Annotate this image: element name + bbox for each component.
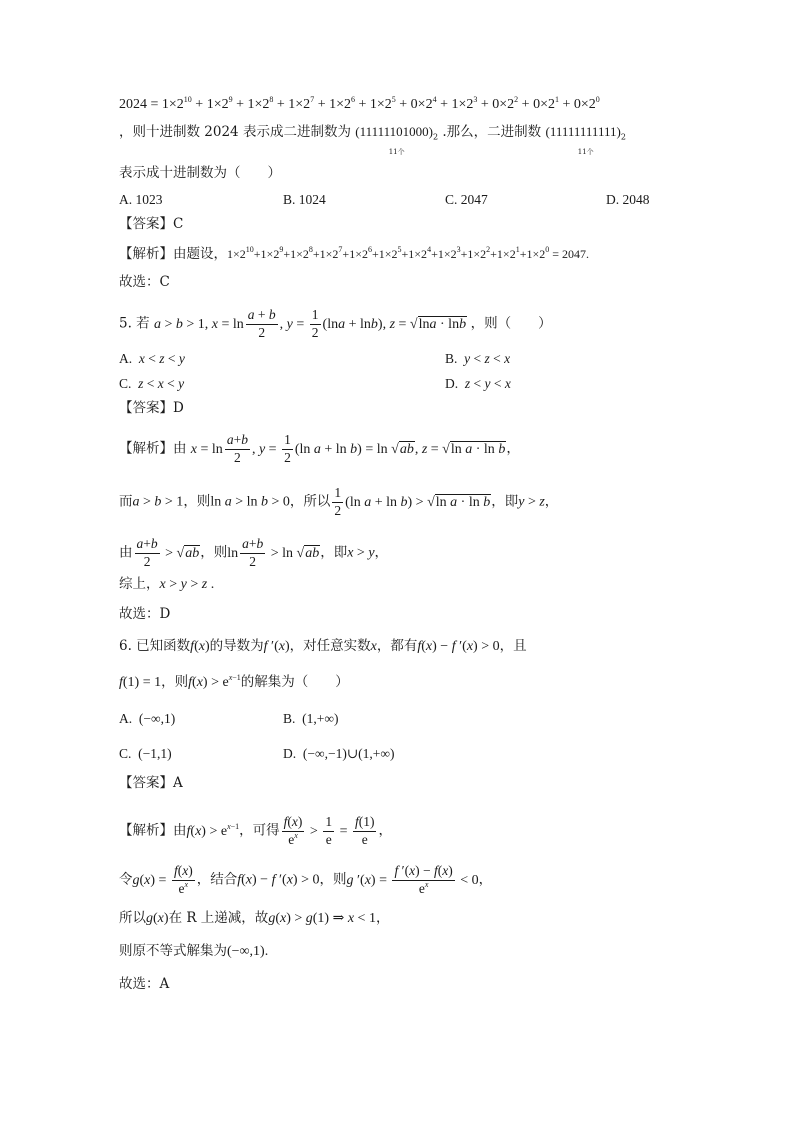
q6-fprime: f ′(x) <box>263 639 290 654</box>
q4-answer: 【答案】C <box>119 216 184 232</box>
q4-analysis-label: 【解析】由题设， <box>119 246 227 262</box>
q6-get: ，可得 <box>239 822 280 839</box>
q5-summary-math: x > y > z . <box>159 577 215 592</box>
q4-choose: 故选：C <box>119 274 170 290</box>
q6-analysis-label: 【解析】由 <box>119 822 187 839</box>
q5-summary-label: 综上， <box>119 576 160 592</box>
q5-option-c-label: C. <box>119 376 132 391</box>
q6-gprime: g ′(x) = $\frac{f '(x) - f(x)}{e^x}$ < 0 <box>346 863 479 896</box>
q6-option-c-label: C. <box>119 746 132 761</box>
q4-stem-tail: 表示成十进制数为（ ） <box>119 165 281 181</box>
q5-and-label: 而 <box>119 493 133 510</box>
q4-bin2: (11111111111) <box>545 124 621 139</box>
q5-analysis-label: 【解析】由 <box>119 440 187 457</box>
q5-analysis-line1: 【解析】由 x = ln $\frac{a+b}{2}$ , y = $\frac{1}{2}$ (ln a + ln b) = ln √ab, z = √ln a · ln b， <box>119 432 520 465</box>
q5-by: 由 <box>119 544 133 561</box>
q6-stem1b: 的导数为 <box>209 638 264 654</box>
q4-bin2-sub: 2 <box>620 132 626 142</box>
q4-option-d: D. 2048 <box>606 192 650 207</box>
q5-stem <box>119 308 552 341</box>
q6-cond: f(x) − f ′(x) > 0 <box>417 639 500 654</box>
q4-bin2-under: 11个 <box>577 148 594 156</box>
q4-binary-expansion: $2024 = 1\times 2^{10} + 1\times 2^9 + 1\times 2^8 + 1\times 2^7 + 1\times 2^6 + 1\times 2^5 + 0\times 2^4 + 1\times 2^3 + 0\times 2^2 + 0\times 2^1 + 0\times 2^0$ <box>119 95 600 112</box>
q5-option-b: B. y < z < x <box>445 351 511 366</box>
q5-math2d: y > z <box>518 494 545 510</box>
q5-math2c: $\frac{1}{2}$ (ln a + ln b) > √ln a · ln b <box>334 485 491 518</box>
q6-x: x <box>370 639 377 654</box>
q6-g: g(x) = $\frac{f(x)}{e^x}$ <box>132 863 193 896</box>
q6-stem1: 6. 已知函数 <box>119 638 191 654</box>
q5-analysis-line2: 而a > b > 1，则ln a > ln b > 0，所以 $\frac{1}{2}$ (ln a + ln b) > √ln a · ln b，即y > z， <box>119 485 559 518</box>
q6-analysis-line3: 所以g(x)在 R 上递减，故g(x) > g(1) ⇒ x < 1， <box>119 910 390 926</box>
q6-option-d-label: D. <box>283 746 297 761</box>
q6-option-c: C. (−1,1) <box>119 746 172 761</box>
q6-a1: $f(x) > e^{x-1}$ <box>186 821 240 839</box>
q4-binary-number-1 <box>355 124 439 156</box>
q5-analysis-math1: x = ln $\frac{a+b}{2}$ , y = $\frac{1}{2}$ (ln a + ln b) = ln √ab, z = √ln a · ln b <box>190 432 506 465</box>
q6-stem1c: ，对任意实数 <box>289 638 371 654</box>
q5-ie-2: ，即 <box>320 544 348 561</box>
q4-bin1-under: 11个 <box>388 148 405 156</box>
q6-ineq: $f(x) > e^{x-1}$ <box>188 673 241 690</box>
q6-option-a: A. (−∞,1) <box>119 711 176 726</box>
q6-gx: g(x) <box>146 911 169 926</box>
q4-text2: .那么，二进制数 <box>442 124 542 140</box>
q6-solset-math: (−∞,1). <box>227 944 269 959</box>
q6-impl: g(x) > g(1) ⇒ x < 1 <box>268 911 376 926</box>
q6-option-a-label: A. <box>119 711 133 726</box>
q4-bin1: (11111101000) <box>355 124 433 139</box>
q5-choose: 故选：D <box>119 606 171 622</box>
q6-solset-label: 则原不等式解集为 <box>119 943 227 959</box>
q6-answer: 【答案】A <box>119 775 183 791</box>
q5-summary <box>119 578 214 592</box>
q6-a2: $\frac{f(x)}{e^x}$ > $\frac{1}{e}$ = $\frac{f(1)}{e}$ <box>283 814 375 847</box>
q6-choose: 故选：A <box>119 976 170 992</box>
q5-ie: ，即 <box>491 493 519 510</box>
q5-math3c: x > y <box>347 545 375 561</box>
q6-cond2: f(x) − f ′(x) > 0 <box>237 872 320 888</box>
q6-stem2c: 的解集为（ ） <box>240 674 349 690</box>
q6-stem2b: ，则 <box>161 674 189 690</box>
q4-stem-line <box>119 124 626 156</box>
q4-analysis-expr: $1\times 2^{10}+1\times 2^9+1\times 2^8+1\times 2^7+1\times 2^6+1\times 2^5+1\times 2^4+1\times 2^3+1\times 2^2+1\times 2^1+1\times 2^0 = 2047$. <box>227 245 590 261</box>
q5-math2b: ln a > ln b > 0 <box>210 494 290 510</box>
q6-stem1e: ，且 <box>499 638 527 654</box>
q5-answer: 【答案】D <box>119 400 184 416</box>
q4-text1: ，则十进制数 2024 表示成二进制数为 <box>119 124 351 140</box>
q4-option-c: C. 2047 <box>445 192 488 207</box>
q5-then: ，则 <box>183 493 211 510</box>
q6-stem-line2 <box>119 673 349 690</box>
q6-mono2: 在 R 上递减，故 <box>168 910 269 926</box>
q6-mono1: 所以 <box>119 910 146 926</box>
q5-math3a: $\frac{a+b}{2}$ > √ab <box>136 536 200 569</box>
q6-let: 令 <box>119 871 133 888</box>
q5-then-2: ，则 <box>200 544 228 561</box>
q6-combine: ，结合 <box>196 871 238 888</box>
q5-analysis-line3: 由 $\frac{a+b}{2}$ > √ab，则ln $\frac{a+b}{2}$ > ln √ab，即x > y， <box>119 536 389 569</box>
q6-f: f(x) <box>190 639 210 654</box>
q6-option-b: B. (1,+∞) <box>283 711 339 726</box>
q6-stem-line1 <box>119 640 527 654</box>
q5-math2a: a > b > 1 <box>132 494 184 510</box>
q5-math3b: ln $\frac{a+b}{2}$ > ln √ab <box>227 536 320 569</box>
q5-stem-suffix: ，则（ ） <box>470 315 552 332</box>
q5-stem-prefix: 5. 若 <box>119 315 150 332</box>
q4-binary-number-2 <box>545 124 626 156</box>
q5-option-d-label: D. <box>445 376 459 391</box>
q6-f1: f(1) = 1 <box>119 675 162 690</box>
q5-option-a: A. x < z < y <box>119 351 185 366</box>
q5-option-a-label: A. <box>119 351 133 366</box>
q4-option-a: A. 1023 <box>119 192 163 207</box>
q6-then: ，则 <box>319 871 347 888</box>
q4-bin1-sub: 2 <box>433 132 439 142</box>
q6-stem1d: ，都有 <box>376 638 418 654</box>
q5-option-b-label: B. <box>445 351 458 366</box>
q6-analysis-line1: 【解析】由$f(x) > e^{x-1}$，可得 $\frac{f(x)}{e^x}$ > $\frac{1}{e}$ = $\frac{f(1)}{e}$ ， <box>119 814 392 847</box>
q6-option-b-label: B. <box>283 711 296 726</box>
q5-option-d: D. z < y < x <box>445 376 511 391</box>
q5-conditions: a > b > 1, x = ln $\frac{a + b}{2}$ , y = $\frac{1}{2}$ (lna + lnb), z = √lna · lnb <box>153 307 467 340</box>
q6-option-d: D. (−∞,−1)∪(1,+∞) <box>283 746 395 761</box>
q6-analysis-line2: 令g(x) = $\frac{f(x)}{e^x}$ ，结合f(x) − f ′(x) > 0，则g ′(x) = $\frac{f '(x) - f(x)}{e^x}$ < 0， <box>119 863 493 896</box>
q4-option-b: B. 1024 <box>283 192 326 207</box>
q6-solution-set <box>119 945 268 959</box>
q4-analysis <box>119 245 590 262</box>
q5-option-c: C. z < x < y <box>119 376 185 391</box>
q5-so: ，所以 <box>289 493 331 510</box>
